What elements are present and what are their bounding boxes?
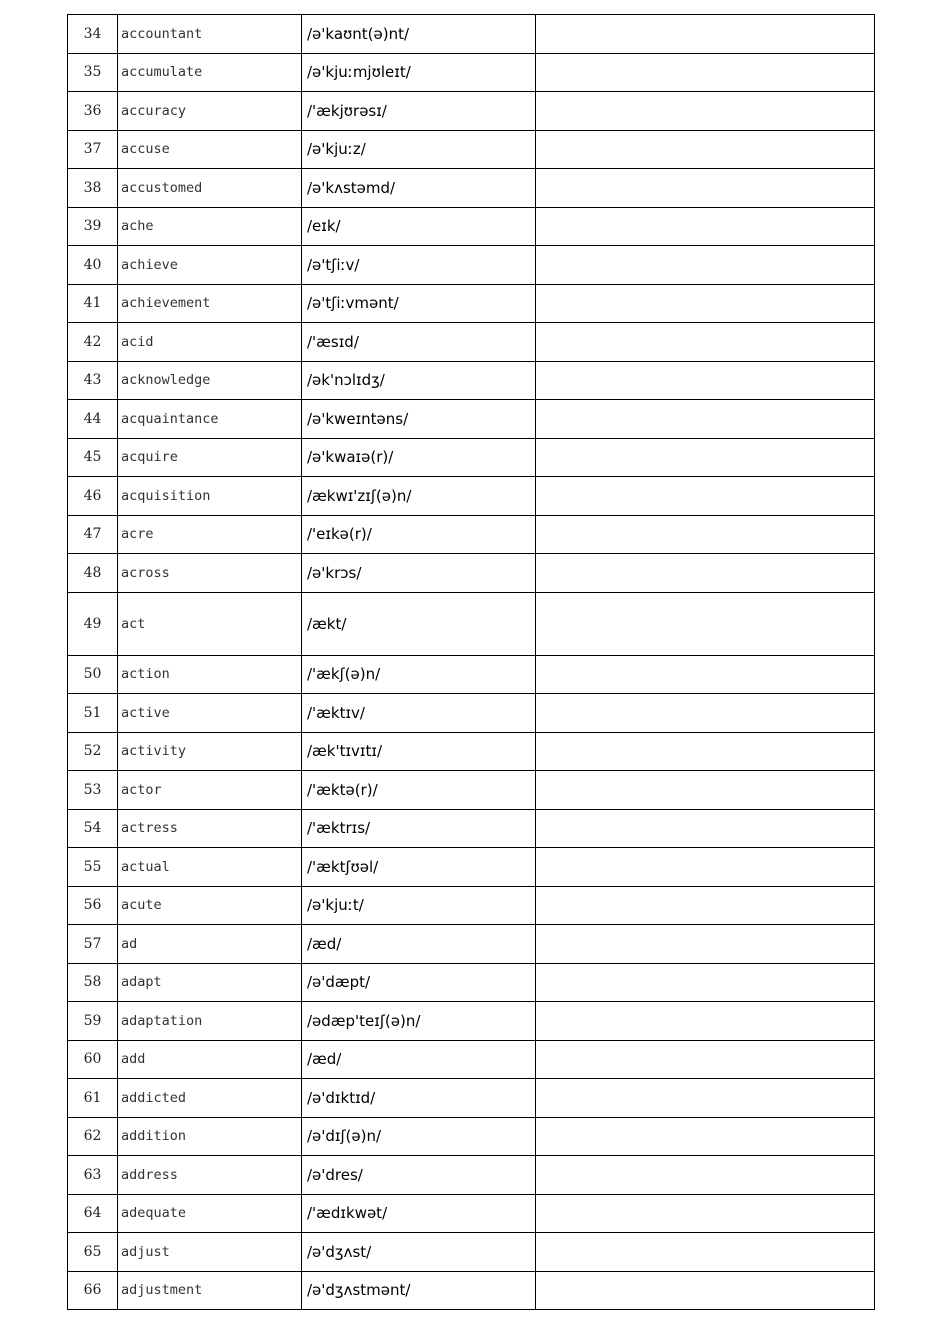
- table-row: [68, 477, 875, 516]
- row-number: 45: [68, 438, 118, 477]
- meaning-cell: [536, 771, 875, 810]
- table-row: [68, 1002, 875, 1041]
- word-cell: adjust: [118, 1233, 302, 1272]
- vocabulary-table-body: [68, 15, 875, 1310]
- word-cell: activity: [118, 732, 302, 771]
- table-row: [68, 554, 875, 593]
- row-number: 64: [68, 1194, 118, 1233]
- row-number: 62: [68, 1117, 118, 1156]
- meaning-cell: [536, 925, 875, 964]
- meaning-cell: [536, 848, 875, 887]
- word-cell: actor: [118, 771, 302, 810]
- table-row: [68, 592, 875, 655]
- row-number: 54: [68, 809, 118, 848]
- meaning-cell: [536, 1233, 875, 1272]
- word-cell: addicted: [118, 1079, 302, 1118]
- word-cell: acquisition: [118, 477, 302, 516]
- pronunciation-cell: /ək'nɔlɪdʒ/: [302, 361, 536, 400]
- row-number: 63: [68, 1156, 118, 1195]
- meaning-cell: [536, 438, 875, 477]
- table-row: [68, 246, 875, 285]
- row-number: 43: [68, 361, 118, 400]
- meaning-cell: [536, 92, 875, 131]
- word-cell: accumulate: [118, 53, 302, 92]
- table-row: [68, 53, 875, 92]
- table-row: [68, 1194, 875, 1233]
- word-cell: accustomed: [118, 169, 302, 208]
- meaning-cell: [536, 1117, 875, 1156]
- pronunciation-cell: /'æktrɪs/: [302, 809, 536, 848]
- pronunciation-cell: /eɪk/: [302, 207, 536, 246]
- pronunciation-cell: /ə'kjuːz/: [302, 130, 536, 169]
- word-cell: adapt: [118, 963, 302, 1002]
- meaning-cell: [536, 1079, 875, 1118]
- meaning-cell: [536, 130, 875, 169]
- word-cell: accountant: [118, 15, 302, 54]
- table-row: [68, 1040, 875, 1079]
- word-cell: actress: [118, 809, 302, 848]
- meaning-cell: [536, 477, 875, 516]
- meaning-cell: [536, 15, 875, 54]
- pronunciation-cell: /ə'kweɪntəns/: [302, 400, 536, 439]
- row-number: 38: [68, 169, 118, 208]
- pronunciation-cell: /ə'kjuːmjʊleɪt/: [302, 53, 536, 92]
- row-number: 61: [68, 1079, 118, 1118]
- word-cell: adequate: [118, 1194, 302, 1233]
- row-number: 55: [68, 848, 118, 887]
- word-cell: active: [118, 694, 302, 733]
- table-row: [68, 15, 875, 54]
- meaning-cell: [536, 284, 875, 323]
- table-row: [68, 848, 875, 887]
- word-cell: accuse: [118, 130, 302, 169]
- meaning-cell: [536, 694, 875, 733]
- pronunciation-cell: /ə'tʃiːvmənt/: [302, 284, 536, 323]
- meaning-cell: [536, 246, 875, 285]
- table-row: [68, 438, 875, 477]
- row-number: 60: [68, 1040, 118, 1079]
- meaning-cell: [536, 1040, 875, 1079]
- row-number: 44: [68, 400, 118, 439]
- meaning-cell: [536, 169, 875, 208]
- meaning-cell: [536, 323, 875, 362]
- row-number: 49: [68, 592, 118, 655]
- meaning-cell: [536, 1156, 875, 1195]
- word-cell: acquaintance: [118, 400, 302, 439]
- pronunciation-cell: /'ædɪkwət/: [302, 1194, 536, 1233]
- meaning-cell: [536, 515, 875, 554]
- meaning-cell: [536, 592, 875, 655]
- vocabulary-table: [67, 14, 875, 1310]
- meaning-cell: [536, 554, 875, 593]
- table-row: [68, 400, 875, 439]
- pronunciation-cell: /æk'tɪvɪtɪ/: [302, 732, 536, 771]
- table-row: [68, 207, 875, 246]
- meaning-cell: [536, 809, 875, 848]
- table-row: [68, 655, 875, 694]
- table-row: [68, 886, 875, 925]
- table-row: [68, 925, 875, 964]
- word-cell: acre: [118, 515, 302, 554]
- table-row: [68, 732, 875, 771]
- table-row: [68, 1271, 875, 1310]
- pronunciation-cell: /'æsɪd/: [302, 323, 536, 362]
- word-cell: accuracy: [118, 92, 302, 131]
- table-row: [68, 1233, 875, 1272]
- row-number: 52: [68, 732, 118, 771]
- table-row: [68, 694, 875, 733]
- table-row: [68, 92, 875, 131]
- word-cell: acute: [118, 886, 302, 925]
- table-row: [68, 809, 875, 848]
- row-number: 65: [68, 1233, 118, 1272]
- pronunciation-cell: /ədæp'teɪʃ(ə)n/: [302, 1002, 536, 1041]
- word-cell: add: [118, 1040, 302, 1079]
- meaning-cell: [536, 732, 875, 771]
- meaning-cell: [536, 53, 875, 92]
- pronunciation-cell: /ə'kʌstəmd/: [302, 169, 536, 208]
- row-number: 48: [68, 554, 118, 593]
- pronunciation-cell: /ə'dɪʃ(ə)n/: [302, 1117, 536, 1156]
- row-number: 58: [68, 963, 118, 1002]
- row-number: 35: [68, 53, 118, 92]
- word-cell: acknowledge: [118, 361, 302, 400]
- row-number: 42: [68, 323, 118, 362]
- pronunciation-cell: /ə'kjuːt/: [302, 886, 536, 925]
- row-number: 37: [68, 130, 118, 169]
- word-cell: address: [118, 1156, 302, 1195]
- meaning-cell: [536, 400, 875, 439]
- pronunciation-cell: /ə'dʒʌst/: [302, 1233, 536, 1272]
- table-row: [68, 284, 875, 323]
- pronunciation-cell: /æd/: [302, 925, 536, 964]
- pronunciation-cell: /ə'tʃiːv/: [302, 246, 536, 285]
- pronunciation-cell: /ə'dres/: [302, 1156, 536, 1195]
- pronunciation-cell: /ækwɪ'zɪʃ(ə)n/: [302, 477, 536, 516]
- pronunciation-cell: /ə'kaʊnt(ə)nt/: [302, 15, 536, 54]
- word-cell: adaptation: [118, 1002, 302, 1041]
- pronunciation-cell: /'ækʃ(ə)n/: [302, 655, 536, 694]
- row-number: 46: [68, 477, 118, 516]
- row-number: 34: [68, 15, 118, 54]
- row-number: 59: [68, 1002, 118, 1041]
- pronunciation-cell: /'æktɪv/: [302, 694, 536, 733]
- table-row: [68, 963, 875, 1002]
- table-row: [68, 1117, 875, 1156]
- word-cell: act: [118, 592, 302, 655]
- row-number: 53: [68, 771, 118, 810]
- pronunciation-cell: /ə'krɔs/: [302, 554, 536, 593]
- row-number: 47: [68, 515, 118, 554]
- meaning-cell: [536, 963, 875, 1002]
- row-number: 39: [68, 207, 118, 246]
- meaning-cell: [536, 655, 875, 694]
- word-cell: addition: [118, 1117, 302, 1156]
- pronunciation-cell: /'æktʃʊəl/: [302, 848, 536, 887]
- pronunciation-cell: /'eɪkə(r)/: [302, 515, 536, 554]
- pronunciation-cell: /ækt/: [302, 592, 536, 655]
- pronunciation-cell: /'æktə(r)/: [302, 771, 536, 810]
- table-row: [68, 361, 875, 400]
- row-number: 57: [68, 925, 118, 964]
- pronunciation-cell: /ə'dʒʌstmənt/: [302, 1271, 536, 1310]
- table-row: [68, 1079, 875, 1118]
- row-number: 50: [68, 655, 118, 694]
- word-cell: ad: [118, 925, 302, 964]
- row-number: 51: [68, 694, 118, 733]
- meaning-cell: [536, 1002, 875, 1041]
- word-cell: action: [118, 655, 302, 694]
- word-cell: across: [118, 554, 302, 593]
- table-row: [68, 323, 875, 362]
- pronunciation-cell: /'ækjʊrəsɪ/: [302, 92, 536, 131]
- meaning-cell: [536, 1194, 875, 1233]
- table-row: [68, 515, 875, 554]
- meaning-cell: [536, 1271, 875, 1310]
- word-cell: ache: [118, 207, 302, 246]
- meaning-cell: [536, 361, 875, 400]
- word-cell: achievement: [118, 284, 302, 323]
- table-row: [68, 130, 875, 169]
- pronunciation-cell: /ə'kwaɪə(r)/: [302, 438, 536, 477]
- word-cell: adjustment: [118, 1271, 302, 1310]
- word-cell: actual: [118, 848, 302, 887]
- meaning-cell: [536, 886, 875, 925]
- row-number: 36: [68, 92, 118, 131]
- row-number: 40: [68, 246, 118, 285]
- row-number: 56: [68, 886, 118, 925]
- row-number: 66: [68, 1271, 118, 1310]
- word-cell: acquire: [118, 438, 302, 477]
- word-cell: achieve: [118, 246, 302, 285]
- pronunciation-cell: /æd/: [302, 1040, 536, 1079]
- word-cell: acid: [118, 323, 302, 362]
- table-row: [68, 771, 875, 810]
- row-number: 41: [68, 284, 118, 323]
- pronunciation-cell: /ə'dæpt/: [302, 963, 536, 1002]
- table-row: [68, 169, 875, 208]
- pronunciation-cell: /ə'dɪktɪd/: [302, 1079, 536, 1118]
- table-row: [68, 1156, 875, 1195]
- meaning-cell: [536, 207, 875, 246]
